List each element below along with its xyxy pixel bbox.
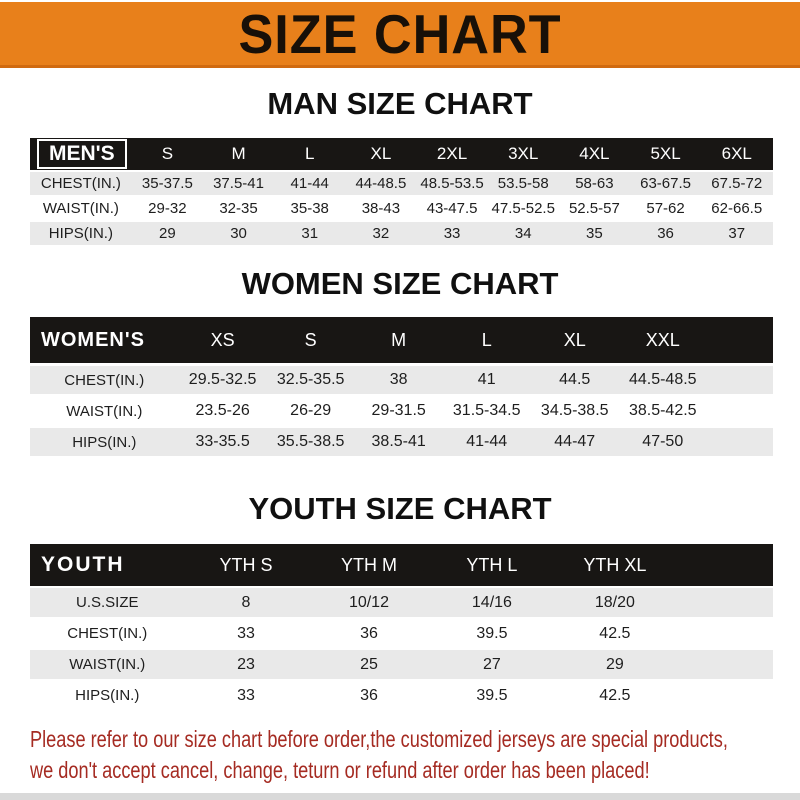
column-header: 5XL — [650, 144, 681, 163]
table-header-bar — [30, 317, 773, 363]
column-header: S — [304, 329, 317, 350]
size-value-cell: 18/20 — [594, 593, 635, 611]
size-value-cell: 39.5 — [476, 624, 508, 642]
size-value-cell: 38.5-41 — [371, 433, 426, 450]
footer-note-line-1: Please refer to our size chart before order,the customized jerseys are special products, — [30, 726, 728, 752]
size-value-cell: 32.5-35.5 — [276, 371, 345, 388]
table-row — [30, 172, 773, 195]
footer-note-line-2: we don't accept cancel, change, teturn or refund after order has been placed! — [30, 757, 650, 783]
size-value-cell: 36 — [360, 624, 378, 642]
man-size-chart-title: MAN SIZE CHART — [267, 86, 533, 121]
column-header: XXL — [645, 329, 680, 350]
size-value-cell: 43-47.5 — [426, 200, 478, 217]
size-value-cell: 29-32 — [148, 200, 187, 217]
table-row — [30, 222, 773, 245]
size-value-cell: 44-47 — [554, 433, 596, 450]
column-header: M — [391, 329, 407, 350]
table-row — [30, 681, 773, 710]
size-value-cell: 38 — [389, 371, 408, 388]
table-row — [30, 588, 773, 617]
size-value-cell: 23 — [237, 655, 255, 673]
size-value-cell: 29-31.5 — [371, 402, 426, 419]
size-value-cell: 41-44 — [290, 175, 329, 192]
size-value-cell: 58-63 — [575, 175, 614, 192]
size-value-cell: 35-38 — [290, 200, 329, 217]
table-row — [30, 197, 773, 220]
column-header: L — [304, 144, 315, 163]
column-header: 3XL — [508, 144, 539, 163]
column-header: YTH L — [466, 554, 518, 575]
size-value-cell: 35-37.5 — [141, 175, 193, 192]
size-value-cell: 47-50 — [642, 433, 684, 450]
size-value-cell: 33 — [443, 225, 461, 242]
size-value-cell: 52.5-57 — [568, 200, 620, 217]
size-value-cell: 36 — [360, 686, 378, 704]
row-label: CHEST(IN.) — [67, 625, 148, 642]
size-chart-banner — [0, 2, 800, 68]
size-value-cell: 37.5-41 — [213, 175, 264, 192]
size-value-cell: 34.5-38.5 — [540, 402, 609, 419]
column-header: YTH XL — [583, 554, 647, 575]
size-value-cell: 35 — [586, 225, 603, 242]
women-size-chart-title: WOMEN SIZE CHART — [241, 266, 559, 301]
column-header: 4XL — [579, 144, 610, 163]
size-value-cell: 44.5 — [559, 371, 591, 388]
row-label: HIPS(IN.) — [48, 225, 113, 242]
column-header: XL — [370, 144, 392, 163]
table-header-bar — [30, 544, 773, 586]
column-header: S — [161, 144, 174, 163]
corner-cell — [30, 329, 179, 352]
size-value-cell: 33 — [237, 686, 255, 704]
size-value-cell: 44.5-48.5 — [628, 371, 697, 388]
row-label: WAIST(IN.) — [66, 402, 143, 420]
table-corner-label: MEN'S — [37, 139, 127, 169]
size-value-cell: 37 — [728, 225, 746, 242]
size-value-cell: 33-35.5 — [195, 433, 250, 450]
corner-cell — [30, 553, 185, 577]
size-value-cell: 31.5-34.5 — [452, 402, 521, 419]
column-header: L — [481, 329, 492, 350]
table-header-bar — [30, 138, 773, 170]
banner-title: SIZE CHART — [238, 2, 562, 65]
size-value-cell: 34 — [514, 225, 532, 242]
youth-size-table — [30, 544, 773, 710]
size-value-cell: 42.5 — [599, 686, 631, 704]
table-row — [30, 428, 773, 456]
size-value-cell: 8 — [241, 593, 251, 611]
row-label: CHEST(IN.) — [64, 371, 145, 389]
size-value-cell: 32 — [372, 225, 390, 242]
table-corner-label: YOUTH — [41, 553, 125, 576]
row-label: CHEST(IN.) — [40, 175, 121, 192]
size-value-cell: 33 — [237, 624, 255, 642]
women-size-table — [30, 317, 773, 456]
size-value-cell: 29 — [159, 225, 176, 242]
bottom-border-strip — [0, 793, 800, 800]
row-label: HIPS(IN.) — [72, 433, 137, 451]
column-header: M — [231, 144, 246, 163]
column-header: XS — [210, 329, 235, 350]
size-value-cell: 48.5-53.5 — [420, 175, 484, 192]
column-header: 2XL — [436, 144, 468, 163]
size-value-cell: 38.5-42.5 — [628, 402, 697, 419]
table-row — [30, 650, 773, 679]
size-value-cell: 47.5-52.5 — [491, 200, 555, 217]
size-value-cell: 29.5-32.5 — [188, 371, 257, 388]
size-value-cell: 32-35 — [219, 200, 258, 217]
footer-note — [0, 724, 800, 786]
table-row — [30, 619, 773, 648]
size-value-cell: 57-62 — [646, 200, 685, 217]
size-value-cell: 67.5-72 — [711, 175, 763, 192]
size-value-cell: 44-48.5 — [355, 175, 407, 192]
size-value-cell: 29 — [605, 655, 624, 673]
size-value-cell: 39.5 — [476, 686, 508, 704]
size-value-cell: 41 — [477, 371, 496, 388]
size-value-cell: 14/16 — [471, 593, 512, 611]
table-corner-label: WOMEN'S — [41, 328, 145, 351]
size-value-cell: 26-29 — [290, 402, 332, 419]
column-header: YTH M — [340, 554, 397, 575]
table-row — [30, 366, 773, 394]
row-label: U.S.SIZE — [76, 594, 139, 611]
men-size-table — [30, 138, 773, 245]
size-value-cell: 10/12 — [348, 593, 389, 611]
row-label: WAIST(IN.) — [69, 656, 146, 673]
youth-size-chart-title: YOUTH SIZE CHART — [248, 491, 552, 526]
size-value-cell: 25 — [360, 655, 378, 673]
table-row — [30, 397, 773, 425]
column-header: YTH S — [219, 554, 273, 575]
size-value-cell: 42.5 — [599, 624, 631, 642]
row-label: HIPS(IN.) — [75, 687, 140, 704]
column-header: 6XL — [721, 144, 752, 163]
size-value-cell: 63-67.5 — [640, 175, 691, 192]
size-value-cell: 31 — [301, 225, 319, 242]
size-value-cell: 36 — [657, 225, 674, 242]
size-value-cell: 62-66.5 — [711, 200, 763, 217]
size-value-cell: 23.5-26 — [195, 402, 250, 419]
size-value-cell: 30 — [230, 225, 247, 242]
size-value-cell: 27 — [483, 655, 501, 673]
size-value-cell: 41-44 — [466, 433, 508, 450]
size-value-cell: 53.5-58 — [497, 175, 549, 192]
column-header: XL — [563, 329, 586, 350]
size-value-cell: 35.5-38.5 — [276, 433, 345, 450]
corner-cell — [30, 139, 132, 169]
row-label: WAIST(IN.) — [42, 200, 119, 217]
size-value-cell: 38-43 — [361, 200, 401, 217]
